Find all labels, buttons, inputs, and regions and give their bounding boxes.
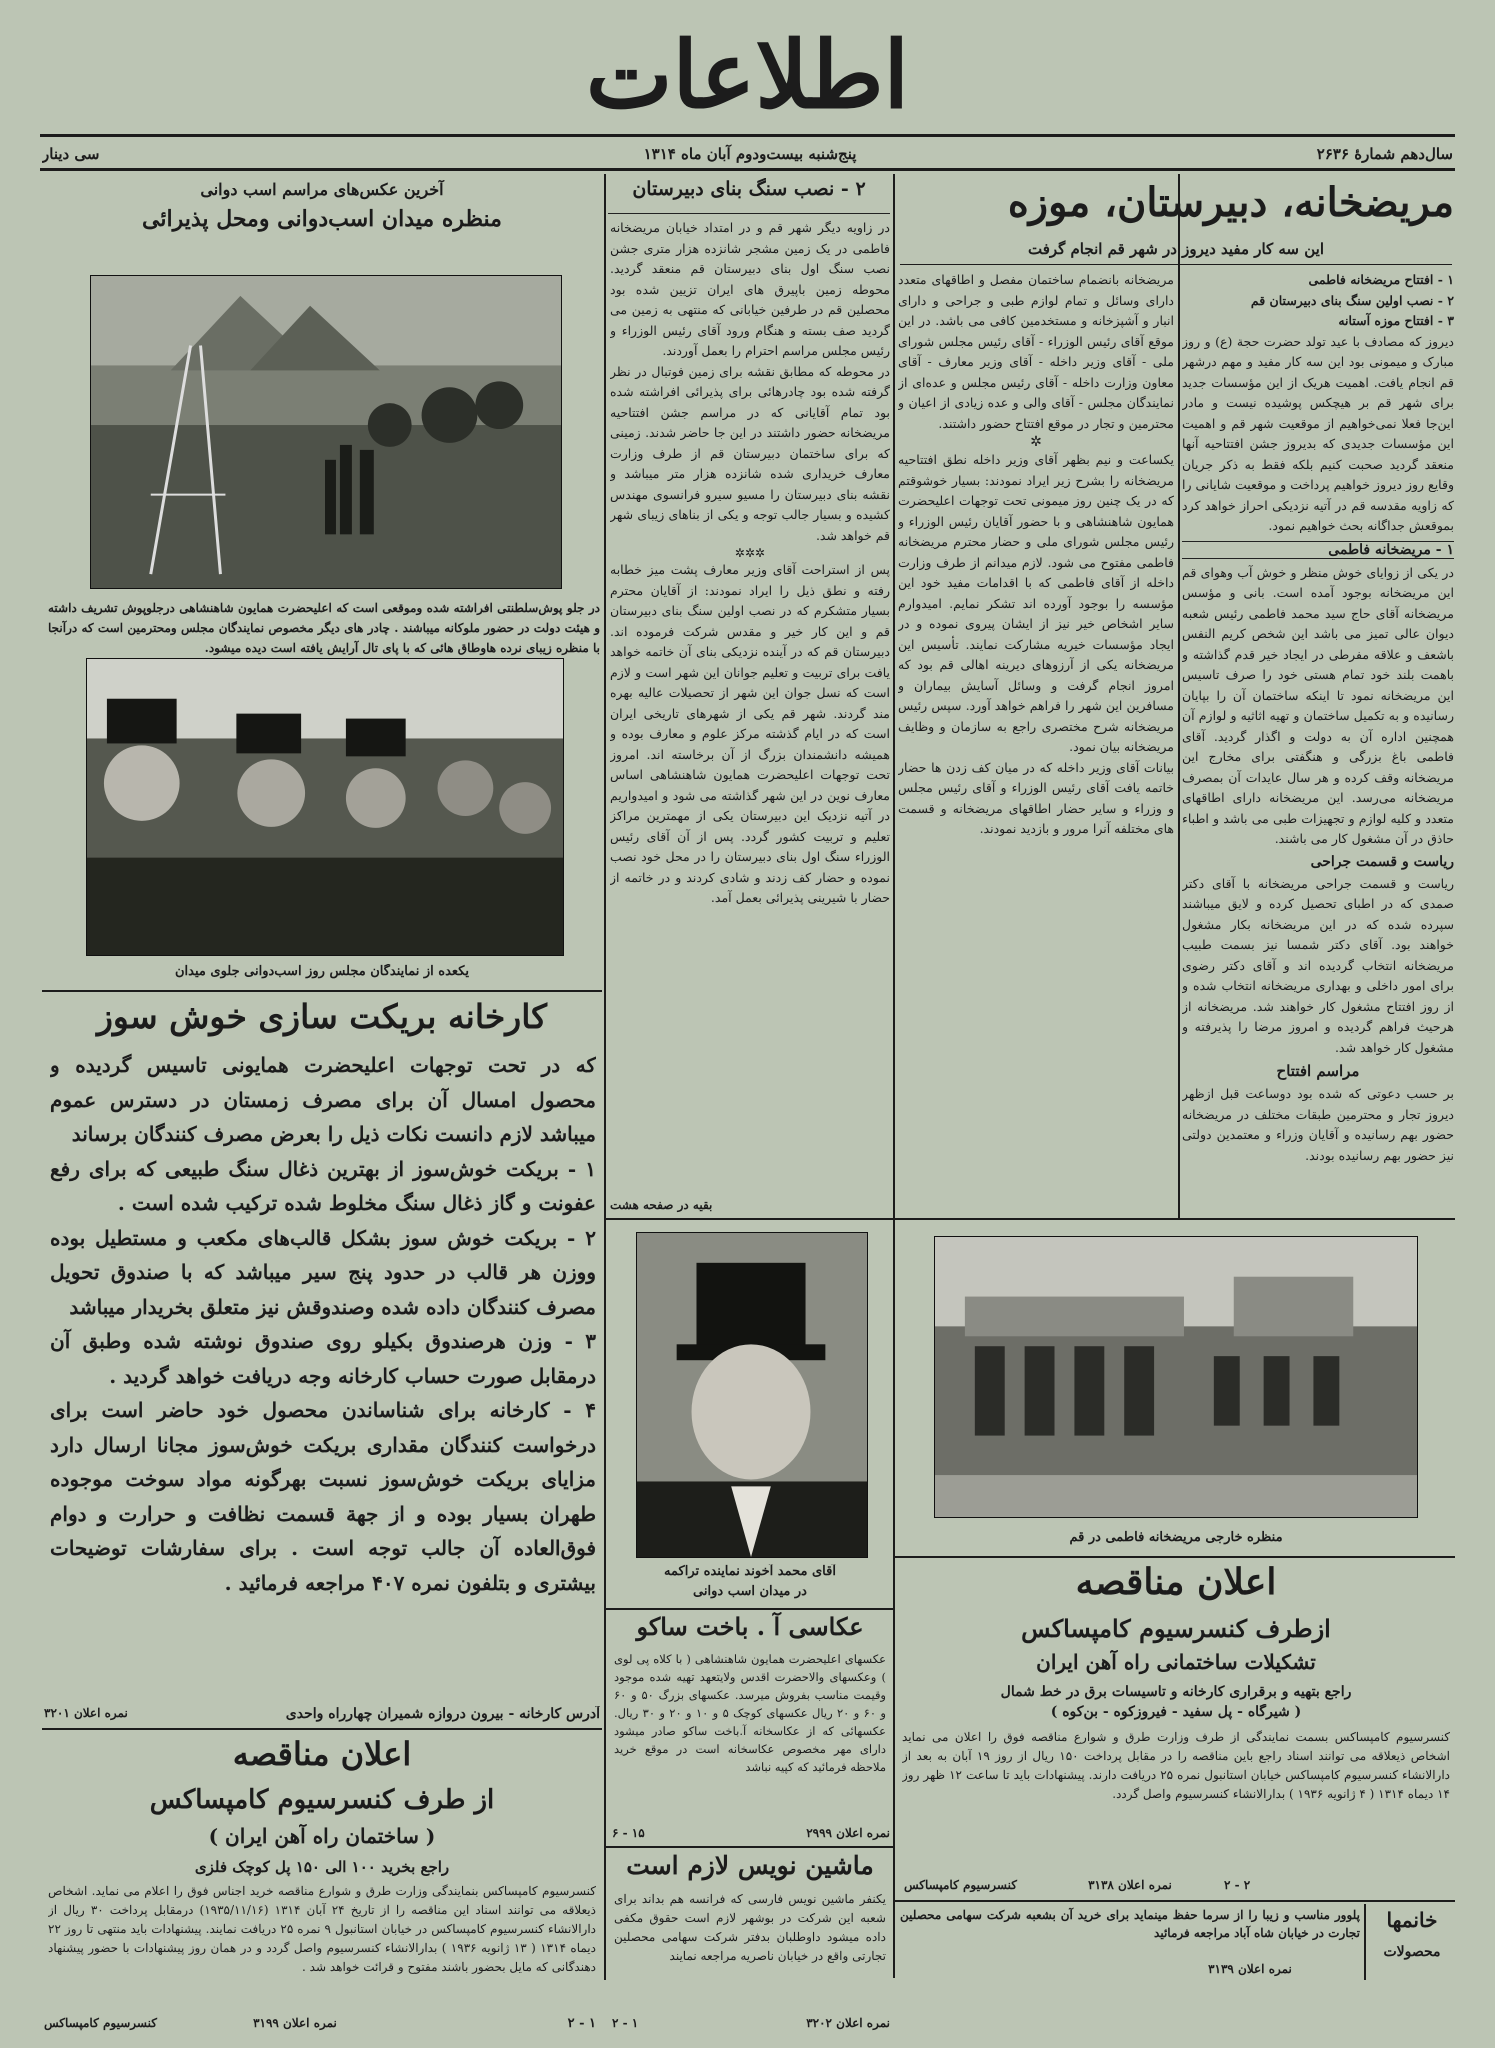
divider-star: ✲ xyxy=(1030,434,1042,450)
briquette-body xyxy=(50,1048,596,1698)
museum-sub-3: مراسم افتتاح xyxy=(1276,1062,1360,1080)
briquette-item-1: ۱ - بریکت خوش‌سوز از بهترین ذغال سنگ طبیعی که برای رفع عفونت و گاز ذغال سنگ مخلوط شده ترکیب شده است . xyxy=(50,1156,596,1215)
typist-ad-number: نمره اعلان ۳۲۰۲ xyxy=(806,2016,890,2030)
briquette-item-3: ۳ - وزن هرصندوق بکیلو روی صندوق نوشته شده وطبق آن درمقابل صورت حساب کارخانه وجه دریافت خواهد گردید . xyxy=(50,1329,596,1388)
horse-caption-2: یکعده از نمایندگان مجلس روز اسب‌دوانی جلوی میدان xyxy=(175,964,469,979)
museum-body-1: دیروز که مصادف با عید تولد حضرت حجة (ع) و روز مبارک و میمونی بود این سه کار مفید و مهم درشهر قم انجام یافت. اهمیت هریک از این مؤسسات جدید برای شهر قم بر هیچکس پوشیده نیست و مادر این‌جا فعلا نمی‌خواهیم از موقعیت شهر قم و اهمیت این مؤسسات جدیدی که بدیروز جشن افتتاحیه آنها منعقد گردید صحبت کنیم بلکه فقط به ذکر جریان وقایع روز دیروز خواهیم پرداخت و موقعیت شایانی را که زاویه مقدسه قم در آتیه نزدیکی احراز خواهد کرد بموقعش جداگانه بحث خواهیم نمود. xyxy=(1182,333,1454,533)
hospital-caption: منظره خارجی مریضخانه فاطمی در قم xyxy=(1069,1530,1283,1545)
tender-left-signature: کنسرسیوم کامپساکس xyxy=(44,2016,157,2030)
studio-ad-number: نمره اعلان ۲۹۹۹ xyxy=(806,1826,890,1840)
studio-headline: عکاسی آ . باخت ساکو xyxy=(636,1612,864,1641)
museum-headline: مریضخانه، دبیرستان، موزه xyxy=(1007,179,1454,226)
issue-price: سی دینار xyxy=(42,145,100,163)
museum-list-1: ۱ - افتتاح مریضخانه فاطمی xyxy=(1308,272,1454,287)
school-headline: ۲ - نصب سنگ بنای دبیرستان xyxy=(608,178,890,214)
tender-right-org: تشکیلات ساختمانی راه آهن ایران xyxy=(1036,1650,1316,1674)
typist-headline: ماشین نویس لازم است xyxy=(626,1851,874,1880)
school-column xyxy=(610,218,890,1208)
small-ad-body: پلوور مناسب و زیبا را از سرما حفظ مینماید برای خرید آن بشعبه شرکت سهامی محصلین تجارت در خیابان شاه آباد مراجعه فرمائید xyxy=(900,1908,1360,1940)
tender-right-stations: ( شیرگاه - پل سفید - فیروزکوه - بن‌کوه ) xyxy=(1050,1704,1302,1720)
typist-serial: ۱ - ۲ xyxy=(612,2016,639,2030)
school-body-2: در محوطه که مطابق نقشه برای زمین فوتبال در نظر گرفته شده بود چادرهائی برای پذیرائی افراشته شده بود تمام آقایانی که در مراسم جشن افتتاحیه مریضخانه حضور داشتند در این جا حاضر شدند. زمینی که برای ساختمان دبیرستان قم از طرف وزارت معارف خریداری شده شانزده هزار متر میباشد و نقشه بنای دبیرستان را مسیو سیرو فرانسوی مهندس کشیده و بسیار جالب توجه و یکی از بناهای زیبای شهر قم خواهد شد. xyxy=(610,363,890,543)
horse-caption-1: در جلو پوش‌سلطنتی افراشته شده وموقعی است که اعلیحضرت همایون شاهنشاهی درجلوپوش تشریف داشته و هیئت دولت در حضور ملوکانه میباشند . چادر های دیگر مخصوص نمایندگان مجلس ومحترمین است که درآنجا با منظره زیبای نرده هاوطاق هائی که با پای تال آرایش یافته است دیده میشود. xyxy=(48,601,600,655)
museum-column-right xyxy=(1182,270,1454,1270)
portrait-caption-1: آقای محمد آخوند نماینده تراکمه xyxy=(664,1564,836,1579)
mid-body-top: مریضخانه بانضمام ساختمان مفصل و اطاقهای متعدد دارای وسائل و تمام لوازم طبی و جراحی و دارای انبار و آشپزخانه و مستخدمین کافی می باشد. در این موقع آقای رئیس الوزراء - آقای رئیس مجلس شورای ملی - آقای وزیر داخله - آقای وزیر معارف - آقای معاون وزارت داخله - آقای رئیس مجلس و عده‌ای از نمایندگان مجلس - آقای والی و عده زیادی از اعیان و محترمین و تجار در موقع افتتاح حضور داشتند. xyxy=(898,272,1174,431)
photo-race-field xyxy=(90,275,562,589)
studio-body: عکسهای اعلیحضرت همایون شاهنشاهی ( با کلاه پی لوی ) وعکسهای والاحضرت اقدس ولایتعهد تهیه شده موجود وقیمت مناسب بفروش میرسد. عکسهای بزرگ ۵۰ و ۶۰ و ۶۰ و ۲۰ ریال عکسهای کوچک ۵ و ۱۰ و ۲۰ و ۳۰ ریال. عکسهائی که از عکاسخانه آ.باخت ساکو صادر میشود دارای مهر مخصوص عکاسخانه است در موقع خرید ملاحظه فرمائید که کپیه نباشد xyxy=(614,1652,886,1774)
briquette-ad-number: نمره اعلان ۳۲۰۱ xyxy=(44,1706,128,1720)
tender-left-serial: ۱ - ۲ xyxy=(567,2016,596,2031)
school-body-1: در زاویه دیگر شهر قم و در امتداد خیابان مریضخانه فاطمی در یک زمین مشجر شانزده هزار متری جشن نصب سنگ اول بنای دبیرستان قم منعقد گردید. محوطه زمین باپیرق های ایران تزیین شده بود محصلین قم در طرفین خیابانی که منتهی به زمین می گردید صف بسته و هنگام ورود آقای رئیس الوزراء و رئیس مجلس مراسم احترام را بعمل آوردند. xyxy=(610,220,890,358)
briquette-headline: کارخانه بریکت سازی خوش سوز xyxy=(96,997,548,1036)
briquette-item-2: ۲ - بریکت خوش سوز بشکل قالب‌های مکعب و مستطیل بوده ووزن هر قالب در حدود پنج سیر میباشد که با صندوق تحویل مصرف کنندگان داده شده وصندوقش نیز متعلق بخریدار میباشد xyxy=(50,1225,596,1319)
masthead-title: اطلاعات xyxy=(585,21,910,129)
tender-left-from: از طرف کنسرسیوم کامپساکس xyxy=(149,1785,495,1815)
tender-left-sub: راجع بخرید ۱۰۰ الی ۱۵۰ پل کوچک فلزی xyxy=(194,1858,450,1876)
small-ad-number: نمره اعلان ۳۱۳۹ xyxy=(1208,1962,1292,1976)
tender-right-from: ازطرف کنسرسیوم کامپساکس xyxy=(1021,1614,1331,1643)
tender-right-headline: اعلان مناقصه xyxy=(1075,1561,1277,1603)
small-ad-title: خانمها xyxy=(1386,1908,1438,1932)
tender-left-body: کنسرسیوم کامپساکس بنمایندگی وزارت طرق و شوارع مناقصه خرید اجناس فوق را اعلام می نماید. اشخاص ذیعلاقه می توانند اسناد این مناقصه را از تاریخ ۲۴ آبان ۱۳۱۴ (۱۹۳۵/۱۱/۱۶) درمقابل پرداخت ۳۰ ریال از دارالانشاء کنسرسیوم کامپساکس در خیابان استانبول ۹ نمره ۲۵ دریافت نمایند. پیشنهادات باید منتهی تا روز ۲۲ دیماه ۱۳۱۴ ( ۱۳ ژانویه ۱۹۳۶ ) بدارالانشاء کنسرسیوم واصل گردد و در همان روز پیشنهادات با حضور پیشنهاد دهندگانی که مایل بحضور باشند مفتوح و قرائت خواهد شد . xyxy=(48,1884,596,1974)
tender-right-ad-number: نمره اعلان ۳۱۳۸ xyxy=(1088,1878,1172,1892)
briquette-item-4: ۴ - کارخانه برای شناساندن محصول خود حاضر است برای درخواست کنندگان مقداری بریکت خوش‌سوز مجانا ارسال دارد مزایای بریکت خوش‌سوز نسبت بهرگونه مواد سوخت موجوده طهران بسیار بوده و از جهة قسمت نظافت و حرارت و دوام فوق‌العاده آن جالب توجه است . برای سفارشات توضیحات بیشتری و بتلفون نمره ۴۰۷ مراجعه فرمائید . xyxy=(50,1398,596,1595)
mid-body-mid: یکساعت و نیم بظهر آقای وزیر داخله نطق افتتاحیه مریضخانه را بشرح زیر ایراد نمودند: بسیار خوشوقتم که در یک چنین روز میمونی تحت توجهات اعلیحضرت همایون شاهنشاهی و با حضور آقایان رئیس الوزراء و رئیس مجلس شورای ملی و حضار محترم مریضخانه فاطمی مفتوح می شود. لازم میدانم از طرف وزارت داخله از آقای فاطمی که با اقدامات مفید خود این مؤسسه را بوجود آورده اند تشکر نمایم. امیدوارم سایر اشخاص خیر نیز از ایشان پیروی نموده و در ایجاد مؤسسات خیریه مشارکت نمایند. تأسیس این مریضخانه یکی از آرزوهای دیرینه اهالی قم بود که امروز انجام گرفت و وسائل آسایش بیماران و مسافرین این شهر را فراهم خواهد آورد. سپس رئیس مریضخانه شرح مختصری راجع به سازمان و وظایف مریضخانه بیان نمود. xyxy=(898,452,1174,754)
museum-list-2: ۲ - نصب اولین سنگ بنای دبیرستان قم xyxy=(1250,292,1454,308)
photo-hospital xyxy=(934,1236,1418,1518)
mid-body-bot: بیانات آقای وزیر داخله که در میان کف زدن ها حضار خاتمه یافت آقای رئیس الوزراء و آقای رئیس مجلس و وزراء و سایر حضار اطاقهای مریضخانه و قسمت های مختلفه آنرا مرور و بازدید نمودند. xyxy=(898,759,1174,836)
tender-left-headline: اعلان مناقصه xyxy=(232,1735,412,1773)
museum-body-2: در یکی از زوایای خوش منظر و خوش آب وهوای قم این مریضخانه بوجود آمده است. بانی و مؤسس مریضخانه آقای حاج سید محمد فاطمی رئیس شعبه دیوان عالی تمیز می باشد این شخص کریم النفس باشعف و علاقه مفرطی در ایجاد خیر قدم گذاشته و باهمت بلند خود تمام هستی خود را صرف تاسیس این مریضخانه نمود تا اینکه ساختمان آن را بپایان رسانیده و به تکمیل ساختمان و تهیه اثاثیه و لوازم آن همچنین اداره آن به دولت و اگذار گردید. آقای فاطمی باغ بزرگی و هنگفتی برای مخارج این مریضخانه وقف کرده و هر سال عایدات آن بمصرف مریضخانه می‌رسد. این مریضخانه دارای اطاقهای متعدد و کلیه لوازم و تجهیزات طبی می باشد و اطباء حاذق در آن مشغول کار می باشند. xyxy=(1182,564,1454,846)
horse-feature-subtitle: منظره میدان اسب‌دوانی ومحل پذیرائی xyxy=(142,206,502,232)
museum-column-left xyxy=(898,270,1174,1208)
museum-list-3: ۳ - افتتاح موزه آستانه xyxy=(1338,313,1454,328)
horse-feature-title: آخرین عکس‌های مراسم اسب دوانی xyxy=(200,180,444,199)
museum-subhead: این سه کار مفید دیروز در شهر قم انجام گرفت xyxy=(1027,240,1324,258)
issue-number: سال‌دهم شمارۀ ۲۶۳۶ xyxy=(1316,145,1453,163)
museum-body-4: بر حسب دعوتی که شده بود دوساعت قبل ازظهر دیروز تجار و محترمین طبقات مختلف در مریضخانه حضور بهم رسانیده و آقایان وزراء و معتمدین دولتی نیز حضور بهم رسانیده بودند. xyxy=(1182,1086,1454,1163)
briquette-address: آدرس کارخانه - بیرون دروازه شمیران چهارراه واحدی xyxy=(285,1706,600,1722)
tender-right-signature: کنسرسیوم کامپساکس xyxy=(904,1878,1017,1892)
tender-right-body: کنسرسیوم کامپساکس بسمت نمایندگی از طرف وزارت طرق و شوارع مناقصه فوق را اعلان می نماید اشخاص ذیعلاقه می توانند اسناد راجع باین مناقصه را در مقابل پرداخت ۱۵۰ ریال از روز ۱۹ آبان به بعد از دارالانشاء کنسرسیوم کامپساکس خیابان استانبول نمره ۲۵ دریافت دارند. پیشنهادات باید تا ساعت ۱۲ ظهر روز ۱۴ دیماه ۱۳۱۴ ( ۴ ژانویه ۱۹۳۶ ) بدارالانشاء کنسرسیوم واصل گردد. xyxy=(902,1730,1450,1801)
typist-body: یکنفر ماشین نویس فارسی که فرانسه هم بداند برای شعبه این شرکت در بوشهر لازم است حقوق مکفی داده میشود داوطلبان بدفتر شرکت سهامی محصلین تجارتی واقع در خیابان ناصریه مراجعه نمایند xyxy=(614,1892,886,1963)
museum-sub-2: ریاست و قسمت جراحی xyxy=(1310,853,1454,870)
tender-left-paren: ( ساختمان راه آهن ایران ) xyxy=(208,1824,436,1848)
briquette-intro: که در تحت توجهات اعلیحضرت همایونی تاسیس گردیده و محصول امسال آن برای مصرف زمستان در دسترس عموم میباشد لازم دانست نکات ذیل را بعرض مصرف کنندگان برساند xyxy=(50,1053,596,1146)
small-ad-sub: محصولات xyxy=(1383,1944,1441,1960)
tender-left-ad-number: نمره اعلان ۳۱۹۹ xyxy=(253,2016,337,2030)
school-body-3: پس از استراحت آقای وزیر معارف پشت میز خطابه رفته و نطق ذیل را ایراد نمودند: از آقایان محترم بسیار متشکرم که در نصب اولین سنگ بنای دبیرستان قم و این کار خیر و مقدس شرکت فرموده اند. دبیرستان قم که در آینده نزدیکی بنای آن خاتمه خواهد یافت برای تربیت و تعلیم جوانان این شهر است و لازم است که نسل جوان این شهر از تحصیلات عالیه بهره مند گردند. شهر قم یکی از شهرهای تاریخی ایران است که در ایام گذشته مرکز علوم و معارف بوده و همیشه دانشمندان بزرگ از آن برخاسته اند. امروز تحت توجهات اعلیحضرت همایون شاهنشاهی اساس معارف نوین در این شهر گذاشته می شود و امیدواریم در آتیه نزدیک این دبیرستان یکی از مهمترین مراکز تعلیم و تربیت کشور گردد. پس از آن آقای رئیس الوزراء سنگ اول بنای دبیرستان را در محل خود نصب نموده و حضار کف زدند و شادی کردند و در خاتمه از حضار با شیرینی پذیرائی بعمل آمد. xyxy=(610,562,890,905)
tender-right-sub: راجع بتهیه و برقراری کارخانه و تاسیسات برق در خط شمال xyxy=(1000,1684,1352,1700)
portrait-caption-2: در میدان اسب دوانی xyxy=(693,1584,807,1599)
photo-deputies xyxy=(86,658,564,956)
issue-date: پنج‌شنبه بیست‌ودوم آبان ماه ۱۳۱۴ xyxy=(643,145,857,163)
museum-body-3: ریاست و قسمت جراحی مریضخانه با آقای دکتر صمدی که در اطبای تحصیل کرده و لایق میباشند سپرده شده که در این مریضخانه بکار مشغول خواهند بود. آقای دکتر شمسا نیز بسمت طبیب مریضخانه انتخاب گردیده اند و آقای دکتر رضوی برای امور داخلی و بهداری مریضخانه انتخاب شده و از روز افتتاح مشغول کار خواهند شد. مریضخانه از هرحیث فراهم گردیده و امروز مرضا را پذیرفته و مشغول کار خواهد شد. xyxy=(1182,875,1454,1055)
school-continued: بقیه در صفحه هشت xyxy=(610,1198,713,1212)
tender-right-serial: ۲ - ۲ xyxy=(1224,1878,1251,1892)
photo-portrait xyxy=(636,1232,868,1558)
museum-sub-1: ۱ - مریضخانه فاطمی xyxy=(1182,541,1454,559)
studio-serial: ۱۵ - ۶ xyxy=(612,1826,645,1840)
divider-stars: ✲✲✲ xyxy=(734,546,766,560)
